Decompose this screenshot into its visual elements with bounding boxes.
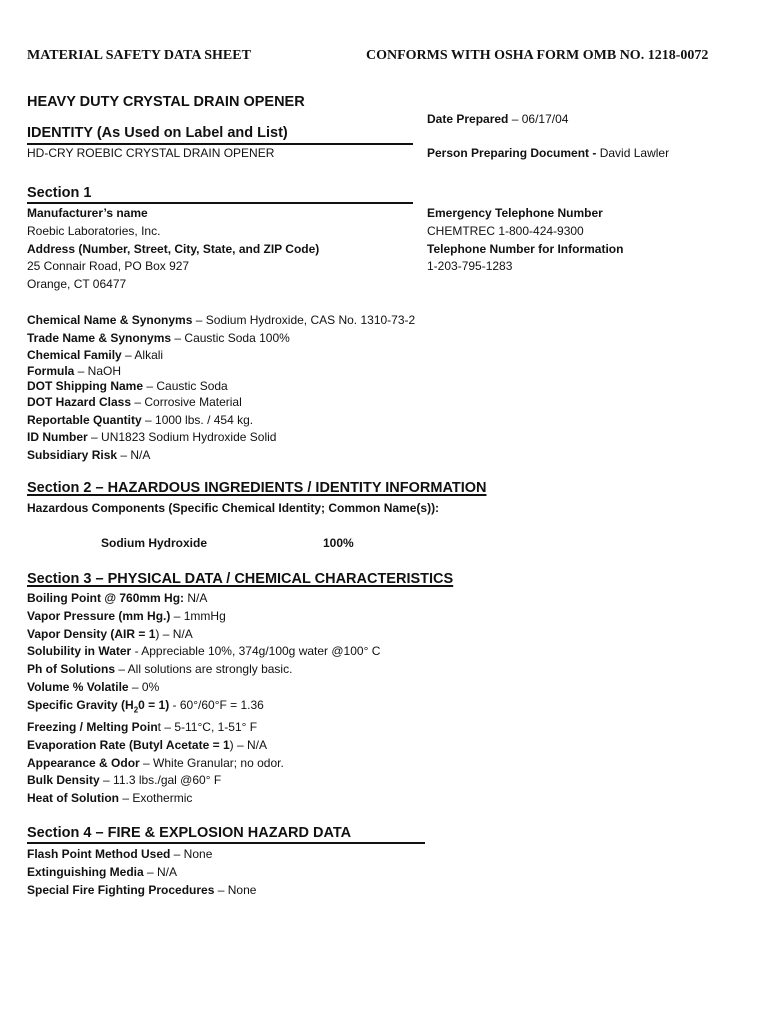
- field-row: Heat of Solution – Exothermic: [27, 791, 193, 806]
- emergency-phone-value: CHEMTREC 1-800-424-9300: [427, 223, 584, 238]
- component-percent: 100%: [323, 536, 354, 550]
- field-row: Chemical Family – Alkali: [27, 348, 164, 363]
- identity-heading: IDENTITY (As Used on Label and List): [27, 125, 288, 141]
- person-preparing: [427, 145, 669, 163]
- field-row: Flash Point Method Used – None: [27, 847, 213, 861]
- field-row: Bulk Density – 11.3 lbs./gal @60° F: [27, 773, 222, 788]
- field-row: Reportable Quantity – 1000 lbs. / 454 kg.: [27, 412, 254, 427]
- field-row: Extinguishing Media – N/A: [27, 864, 178, 879]
- section1-heading: Section 1: [27, 185, 92, 201]
- field-row: Subsidiary Risk – N/A: [27, 447, 151, 462]
- product-title: HEAVY DUTY CRYSTAL DRAIN OPENER: [27, 94, 305, 110]
- field-row: Boiling Point @ 760mm Hg: N/A: [27, 591, 208, 605]
- manufacturer-block: [27, 205, 319, 294]
- field-row: Specific Gravity $(H_20 = 1) - 60^\circ/60^\circ F = 1.36$: [27, 697, 264, 715]
- date-prepared-label: Date Prepared: [427, 112, 509, 126]
- person-preparing-label: Person Preparing Document -: [427, 146, 600, 160]
- date-prepared-value: – 06/17/04: [508, 112, 569, 126]
- section2-subheading: Hazardous Components (Specific Chemical Identity; Common Name(s)):: [27, 501, 440, 515]
- field-row: Evaporation Rate (Butyl Acetate = 1) – N/A: [27, 737, 267, 752]
- section2-heading: Section 2 – HAZARDOUS INGREDIENTS / IDENTITY INFORMATION: [27, 480, 487, 496]
- address-line2: Orange, CT 06477: [27, 277, 127, 292]
- field-row: Trade Name & Synonyms – Caustic Soda 100%: [27, 330, 290, 345]
- field-row: Vapor Pressure (mm Hg.) – 1mmHg: [27, 608, 226, 623]
- manufacturer-label: Manufacturer’s name: [27, 206, 148, 220]
- section3-heading: Section 3 – PHYSICAL DATA / CHEMICAL CHARACTERISTICS: [27, 571, 454, 587]
- address-label: Address (Number, Street, City, State, and ZIP Code): [27, 241, 320, 256]
- fire-data-list: [27, 846, 256, 899]
- field-row: Ph of Solutions – All solutions are strongly basic.: [27, 662, 293, 677]
- section1-rule: [27, 202, 413, 204]
- person-preparing-value: David Lawler: [599, 146, 670, 160]
- emergency-phone-label: Emergency Telephone Number: [427, 206, 603, 220]
- manufacturer-value: Roebic Laboratories, Inc.: [27, 223, 161, 238]
- field-row: DOT Shipping Name – Caustic Soda: [27, 379, 228, 394]
- field-row: Solubility in Water - Appreciable 10%, 374g/100g water @100° C: [27, 644, 381, 659]
- identity-value: HD-CRY ROEBIC CRYSTAL DRAIN OPENER: [27, 146, 275, 160]
- component-name: Sodium Hydroxide: [101, 536, 208, 550]
- section4-heading: Section 4 – FIRE & EXPLOSION HAZARD DATA: [27, 825, 352, 841]
- section4-rule: [27, 842, 425, 844]
- address-line1: 25 Connair Road, PO Box 927: [27, 259, 190, 274]
- physical-data-list: [27, 590, 380, 808]
- chemical-info-list: [27, 312, 415, 464]
- field-row: Appearance & Odor – White Granular; no odor.: [27, 755, 284, 770]
- field-row: Chemical Name & Synonyms – Sodium Hydroxide, CAS No. 1310-73-2: [27, 313, 416, 327]
- date-prepared: [427, 111, 568, 129]
- info-phone-label: Telephone Number for Information: [427, 241, 624, 256]
- osha-conformance-header: CONFORMS WITH OSHA FORM OMB NO. 1218-0072: [366, 48, 709, 63]
- contact-block: [427, 205, 623, 276]
- field-row: Special Fire Fighting Procedures – None: [27, 882, 257, 897]
- field-row: Formula – NaOH: [27, 363, 122, 378]
- field-row: DOT Hazard Class – Corrosive Material: [27, 394, 242, 409]
- field-row: ID Number – UN1823 Sodium Hydroxide Solid: [27, 430, 277, 445]
- field-row: Volume % Volatile – 0%: [27, 679, 160, 694]
- field-row: Freezing / Melting Point – 5-11°C, 1-51° F: [27, 719, 258, 734]
- field-row: Vapor Density (AIR = 1) – N/A: [27, 626, 193, 641]
- document-type-header: MATERIAL SAFETY DATA SHEET: [27, 48, 251, 63]
- info-phone-value: 1-203-795-1283: [427, 259, 513, 274]
